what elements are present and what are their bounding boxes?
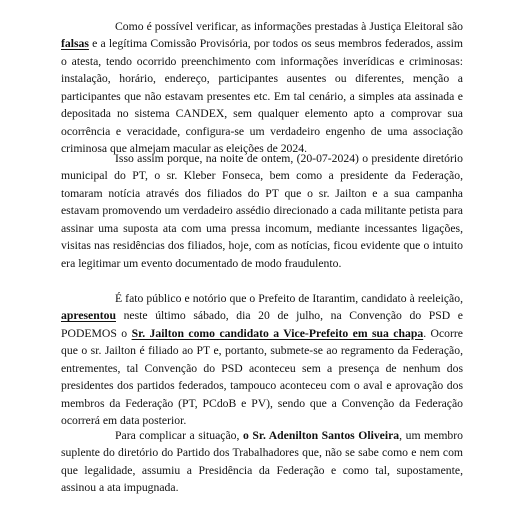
paragraph-1	[61, 18, 463, 158]
paragraph-3	[61, 290, 463, 430]
p1-emphasis-falsas: falsas	[61, 37, 89, 51]
p3-text-1: É fato público e notório que o Prefeito de Itarantim, candidato à reeleição,	[115, 292, 463, 305]
p2-text-1: Isso assim porque, na noite de ontem, (20-07-2024) o presidente diretório municipal do PT, o sr. Kleber Fonseca, bem como a presidente da Federação, tomaram notícia através dos filiados do PT que o sr. Jailton e a sua campanha estavam promovendo um verdadeiro assédio direcionado a cada militante petista para assinar uma suposta ata com uma pressa incomum, mediante incessantes ligações, visitas nas residências dos filiados, hoje, com as notícias, ficou evidente que o intuito era legitimar um evento documentado de modo fraudulento.	[61, 152, 463, 270]
p3-emphasis-apresentou: apresentou	[61, 309, 116, 323]
p4-text-2: , um membro suplente do diretório do Partido dos Trabalhadores que, não se sabe como e nem com que legalidade, assumiu a Presidência da Federação e como tal, supostamente, assinou a ata impugnada.	[61, 429, 463, 495]
p3-emphasis-candidate: Sr. Jailton como candidato a Vice-Prefeito em sua chapa	[131, 326, 424, 340]
p4-text-1: Para complicar a situação,	[115, 429, 243, 442]
paragraph-2	[61, 150, 463, 272]
p4-emphasis-name: o Sr. Adenilton Santos Oliveira	[242, 429, 400, 442]
p3-text-3: . Ocorre que o sr. Jailton é filiado ao PT e, portanto, submete-se ao regramento da Federação, entrementes, tal Convenção do PSD aconteceu sem a presença de nenhum dos presidentes dos partidos federados, tampouco aconteceu com o aval e aprovação dos membros da Federação (PT, PCdoB e PV), sendo que a Convenção da Federação ocorrerá em data posterior.	[61, 326, 463, 428]
paragraph-4	[61, 427, 463, 497]
p1-text-2: e a legítima Comissão Provisória, por todos os seus membros federados, assim o atesta, tendo ocorrido preenchimento com informações inverídicas e criminosas: instalação, horário, endereço, participantes ausentes ou diferentes, menção a participantes que não estavam presentes etc. Em tal cenário, a simples ata assinada e depositada no sistema CANDEX, sem qualquer elemento apto a comprovar sua ocorrência e veracidade, configura-se um verdadeiro engenho de uma associação criminosa que almejam macular as eleições de 2024.	[61, 37, 463, 156]
p1-text-1: Como é possível verificar, as informações prestadas à Justiça Eleitoral são	[115, 20, 463, 33]
p3-text-2: neste último sábado, dia 20 de julho, na Convenção do PSD e PODEMOS o	[61, 309, 463, 340]
